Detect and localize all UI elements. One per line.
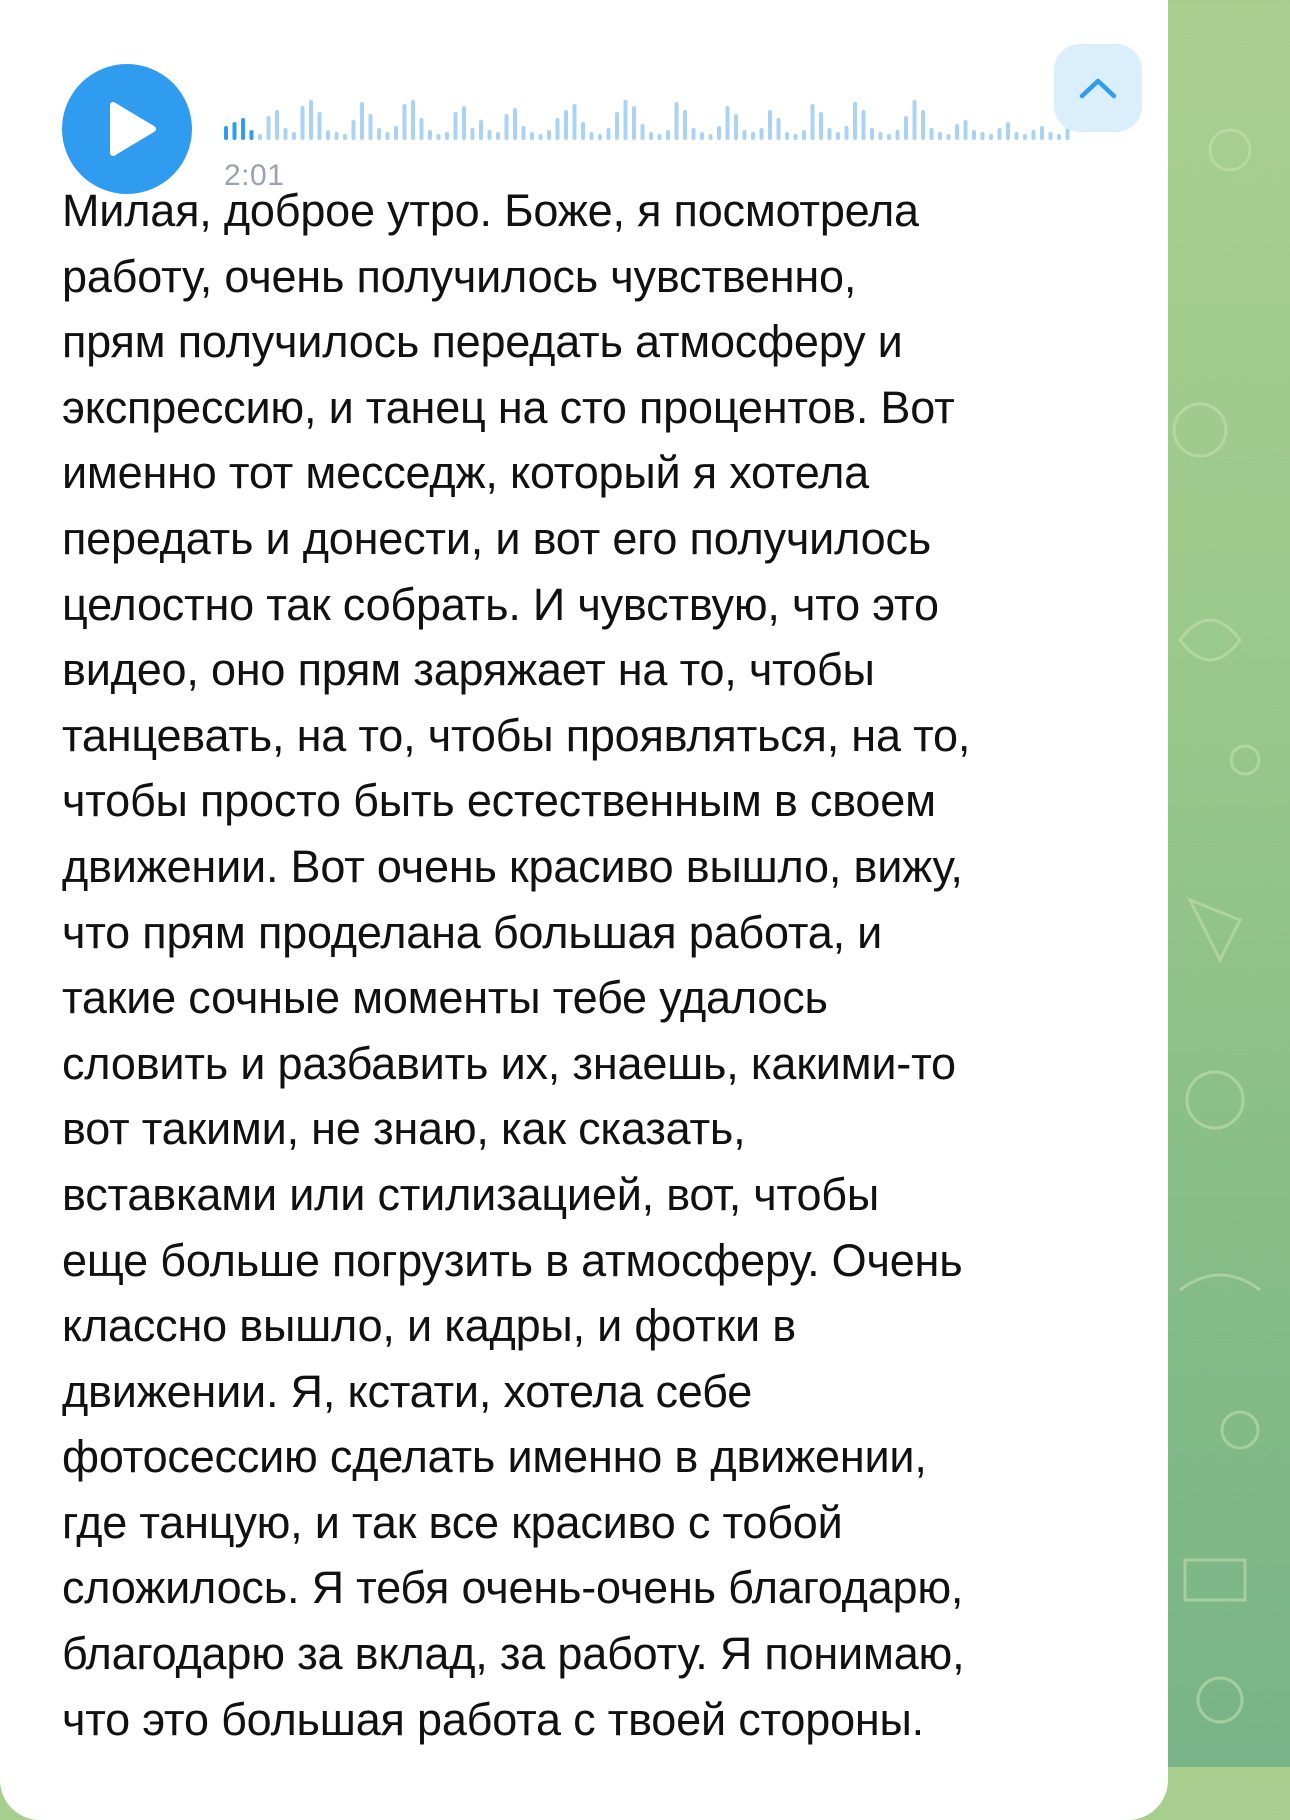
waveform-bar xyxy=(386,132,390,140)
waveform-bar xyxy=(870,128,874,140)
waveform-bar xyxy=(250,130,254,140)
waveform-bar xyxy=(1023,134,1027,140)
transcript-line: еще больше погрузить в атмосферу. Очень xyxy=(62,1234,963,1286)
waveform-bar xyxy=(301,106,305,140)
waveform-bar xyxy=(420,118,424,140)
transcript-line: где танцую, и так все красиво с тобой xyxy=(62,1496,843,1548)
waveform-bar xyxy=(343,134,347,140)
transcript-line: движении. Я, кстати, хотела себе xyxy=(62,1365,753,1417)
waveform-bar xyxy=(904,116,908,140)
transcript-line: благодарю за вклад, за работу. Я понимаю, xyxy=(62,1628,965,1680)
waveform-bar xyxy=(454,112,458,140)
waveform-bar xyxy=(760,128,764,140)
waveform-bar xyxy=(590,132,594,140)
waveform-bar xyxy=(913,100,917,140)
waveform-bar xyxy=(709,134,713,140)
transcript-line: прям получилось передать атмосферу и xyxy=(62,316,903,368)
waveform-bar xyxy=(811,104,815,140)
waveform-bar xyxy=(437,134,441,140)
waveform-bar xyxy=(224,126,228,140)
waveform-bar xyxy=(938,132,942,140)
transcript-line: работу, очень получилось чувственно, xyxy=(62,250,857,302)
transcript-line: танцевать, на то, чтобы проявляться, на то, xyxy=(62,709,971,761)
waveform-bar xyxy=(972,130,976,140)
waveform-bar xyxy=(743,130,747,140)
waveform-bar xyxy=(471,128,475,140)
waveform-bar xyxy=(556,118,560,140)
waveform-bar xyxy=(802,130,806,140)
transcript-line: передать и донести, и вот его получилось xyxy=(62,512,932,564)
transcript-line: именно тот месседж, который я хотела xyxy=(62,447,869,499)
voice-waveform[interactable] xyxy=(224,86,1074,152)
transcript-line: экспрессию, и танец на сто процентов. Вот xyxy=(62,381,955,433)
waveform-bar xyxy=(377,128,381,140)
waveform-bar xyxy=(267,116,271,140)
waveform-bar xyxy=(785,132,789,140)
transcript-line: вставками или стилизацией, вот, чтобы xyxy=(62,1168,879,1220)
waveform-bar xyxy=(683,110,687,140)
transcript-line: словить и разбавить их, знаешь, какими-то xyxy=(62,1037,956,1089)
waveform-bar xyxy=(649,132,653,140)
waveform-bar xyxy=(751,132,755,140)
transcript-line: Милая, доброе утро. Боже, я посмотрела xyxy=(62,185,919,236)
waveform-bar xyxy=(768,110,772,140)
waveform-bar xyxy=(411,100,415,140)
waveform-bar xyxy=(547,130,551,140)
waveform-bar xyxy=(233,122,237,140)
voice-message xyxy=(62,64,1142,194)
collapse-transcript-button[interactable] xyxy=(1054,44,1142,132)
waveform-bar xyxy=(666,130,670,140)
voice-duration: 2:01 xyxy=(224,159,285,192)
waveform-bar xyxy=(734,114,738,140)
waveform-bar xyxy=(726,106,730,140)
waveform-bar xyxy=(794,134,798,140)
waveform-bar xyxy=(394,126,398,140)
waveform-bar xyxy=(598,134,602,140)
waveform-bar xyxy=(513,108,517,140)
play-button[interactable] xyxy=(62,64,192,194)
waveform-bar xyxy=(981,132,985,140)
waveform-bar xyxy=(292,132,296,140)
waveform-bar xyxy=(998,128,1002,140)
transcript-line: фотосессию сделать именно в движении, xyxy=(62,1431,927,1483)
waveform-bar xyxy=(505,114,509,140)
waveform-bar xyxy=(845,126,849,140)
waveform-bar xyxy=(258,134,262,140)
waveform-bar xyxy=(1015,132,1019,140)
waveform-bar xyxy=(607,128,611,140)
waveform-bar xyxy=(335,132,339,140)
waveform-bar xyxy=(930,128,934,140)
waveform-bar xyxy=(581,122,585,140)
waveform-bar xyxy=(879,132,883,140)
waveform-bar xyxy=(241,118,245,140)
waveform-bar xyxy=(989,134,993,140)
waveform-bar xyxy=(530,132,534,140)
waveform-bar xyxy=(403,104,407,140)
waveform-bar xyxy=(1049,132,1053,140)
waveform-bar xyxy=(658,134,662,140)
waveform-bar xyxy=(819,112,823,140)
transcript-line: вот такими, не знаю, как сказать, xyxy=(62,1103,746,1155)
waveform-bar xyxy=(717,126,721,140)
waveform-bar xyxy=(539,134,543,140)
waveform-bar xyxy=(573,104,577,140)
waveform-bar xyxy=(445,132,449,140)
transcript-line: что это большая работа с твоей стороны. xyxy=(62,1693,924,1745)
waveform-bar xyxy=(615,112,619,140)
waveform-bar xyxy=(641,124,645,140)
transcript-line: движении. Вот очень красиво вышло, вижу, xyxy=(62,840,963,892)
waveform-bar xyxy=(947,134,951,140)
waveform-bar xyxy=(1057,134,1061,140)
waveform-bar xyxy=(479,120,483,140)
waveform-bar xyxy=(1006,122,1010,140)
waveform-bar xyxy=(964,120,968,140)
waveform-bar xyxy=(462,106,466,140)
waveform-bar xyxy=(488,130,492,140)
waveform-bar xyxy=(284,128,288,140)
waveform-bar xyxy=(360,102,364,140)
transcript-line: чтобы просто быть естественным в своем xyxy=(62,775,936,827)
waveform-bar xyxy=(369,114,373,140)
waveform-bar xyxy=(1040,126,1044,140)
transcript-line: видео, оно прям заряжает на то, чтобы xyxy=(62,644,875,696)
play-icon xyxy=(107,101,157,157)
waveform-bar xyxy=(496,132,500,140)
waveform-bar xyxy=(275,110,279,140)
waveform-bar xyxy=(777,118,781,140)
waveform-bar xyxy=(428,130,432,140)
transcript-line: такие сочные моменты тебе удалось xyxy=(62,972,828,1024)
waveform-bar xyxy=(887,134,891,140)
transcript-line: целостно так собрать. И чувствую, что это xyxy=(62,578,939,630)
voice-transcript xyxy=(62,178,1152,1752)
waveform-bar xyxy=(326,130,330,140)
waveform-bar xyxy=(692,128,696,140)
waveform-bar xyxy=(853,102,857,140)
transcript-line: классно вышло, и кадры, и фотки в xyxy=(62,1300,796,1352)
waveform-bar xyxy=(1032,130,1036,140)
waveform-bar xyxy=(955,124,959,140)
waveform-bar xyxy=(632,106,636,140)
waveform-bar xyxy=(522,126,526,140)
waveform-bar xyxy=(921,110,925,140)
waveform-bar xyxy=(828,128,832,140)
transcript-line: сложилось. Я тебя очень-очень благодарю, xyxy=(62,1562,964,1614)
waveform-bar xyxy=(700,132,704,140)
transcript-line: что прям проделана большая работа, и xyxy=(62,906,883,958)
waveform-bar xyxy=(624,100,628,140)
waveform-bar xyxy=(862,110,866,140)
waveform-bar xyxy=(309,100,313,140)
waveform-bar xyxy=(675,102,679,140)
waveform-bar xyxy=(836,132,840,140)
waveform-bar xyxy=(318,112,322,140)
chevron-up-icon xyxy=(1078,76,1118,100)
waveform-bar xyxy=(352,120,356,140)
waveform-bar xyxy=(564,110,568,140)
waveform-bar xyxy=(896,130,900,140)
